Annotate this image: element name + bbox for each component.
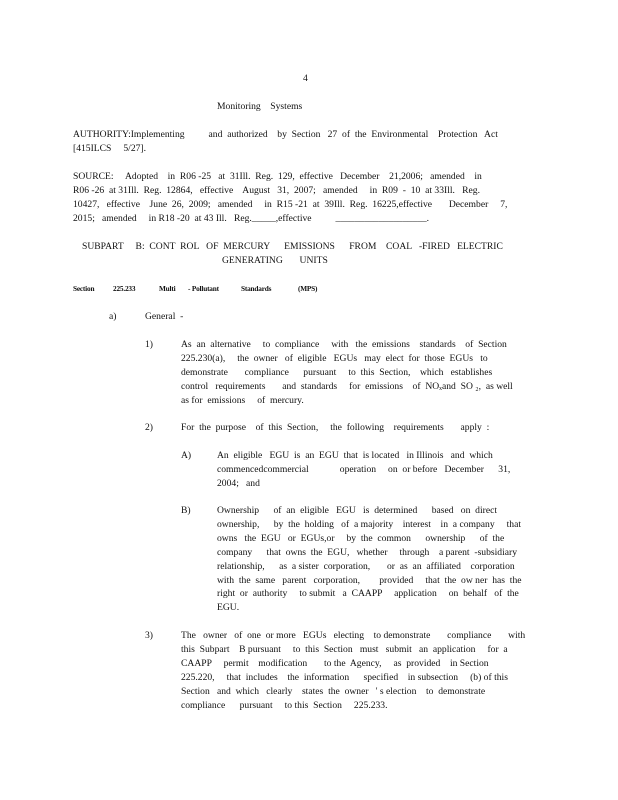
text-line: as for emissions of mercury. xyxy=(181,394,304,406)
section-heading xyxy=(73,284,373,296)
subpart-heading-line-2: GENERATING UNITS xyxy=(222,255,328,266)
source-line: SOURCE: Adopted in R06 -25 at 31Ill. Reg. 129, effective December 21,2006; amended in xyxy=(73,171,482,182)
text-line: Section and which clearly states the owner ' s election to demonstrate xyxy=(181,685,486,697)
page-title: Monitoring Systems xyxy=(217,101,303,112)
item-2-marker: 2) xyxy=(145,422,153,433)
text-line: owns the EGU or EGUs,or by the common ownership of the xyxy=(217,532,505,544)
text-line: relationship, as a sister corporation, or as an affiliated corporation xyxy=(217,560,515,572)
page-number: 4 xyxy=(303,73,308,84)
source-line: 10427, effective June 26, 2009; amended in R15 -21 at 39Ill. Reg. 16225,effective December 7, xyxy=(73,198,508,210)
item-3-marker: 3) xyxy=(145,630,153,641)
item-1-marker: 1) xyxy=(145,339,153,350)
subsection-a-title: General - xyxy=(145,311,184,322)
item-B-marker: B) xyxy=(181,505,191,516)
text-line: demonstrate compliance pursuant to this Section, which establishes xyxy=(181,366,493,378)
section-label: Section xyxy=(73,284,95,293)
text-line: As an alternative to compliance with the emissions standards of Section xyxy=(181,339,507,350)
text-line: this Subpart B pursuant to this Section must submit an application for a xyxy=(181,643,508,655)
item-B-text xyxy=(217,504,522,615)
item-A-text xyxy=(217,449,510,491)
text-line: The owner of one or more EGUs electing to demonstrate compliance with xyxy=(181,630,526,641)
source-line: R06 -26 at 31Ill. Reg. 12864, effective August 31, 2007; amended in R09 - 10 at 33Ill. Reg. xyxy=(73,184,480,196)
item-3-text xyxy=(181,629,525,712)
text-line: EGU. xyxy=(217,602,240,614)
text-line: 2004; and xyxy=(217,477,260,489)
text-line: commencedcommercial operation on or before December 31, xyxy=(217,463,511,475)
section-title-word: Standards xyxy=(241,284,272,293)
item-1-text xyxy=(181,338,513,408)
text-line: An eligible EGU is an EGU that is located in Illinois and which xyxy=(217,450,493,461)
text-line: 225.230(a), the owner of eligible EGUs may elect for those EGUs to xyxy=(181,352,488,364)
authority-line: [415ILCS 5/27]. xyxy=(73,142,147,154)
text-line: control requirements and standards for emissions of NOₓand SO ₂, as well xyxy=(181,380,513,392)
item-2-text xyxy=(181,421,489,435)
section-title-word: (MPS) xyxy=(298,284,318,293)
source-line: 2015; amended in R18 -20 at 43 Ill. Reg._____,effective ___________________. xyxy=(73,212,430,224)
text-line: compliance pursuant to this Section 225.233. xyxy=(181,699,388,711)
text-line: with the same parent corporation, provided that the ow ner has the xyxy=(217,574,522,586)
text-line: company that owns the EGU, whether through a parent -subsidiary xyxy=(217,546,518,558)
text-line: CAAPP permit modification to the Agency, as provided in Section xyxy=(181,657,489,669)
text-line: ownership, by the holding of a majority interest in a company that xyxy=(217,518,522,530)
authority-note xyxy=(73,128,498,156)
subpart-heading-line-1: SUBPART B: CONT ROL OF MERCURY EMISSIONS FROM COAL -FIRED ELECTRIC xyxy=(82,241,503,252)
authority-line: AUTHORITY:Implementing and authorized by Section 27 of the Environmental Protection Act xyxy=(73,129,498,140)
source-note xyxy=(73,170,507,226)
section-title-word: - Pollutant xyxy=(188,284,219,293)
section-number: 225.233 xyxy=(113,284,136,293)
section-title-word: Multi xyxy=(159,284,176,293)
text-line: Ownership of an eligible EGU is determined based on direct xyxy=(217,505,498,516)
text-line: 225.220, that includes the information specified in subsection (b) of this xyxy=(181,671,508,683)
item-A-marker: A) xyxy=(181,450,192,461)
text-line: right or authority to submit a CAAPP application on behalf of the xyxy=(217,588,519,600)
text-line: For the purpose of this Section, the following requirements apply : xyxy=(181,422,490,433)
subsection-a-marker: a) xyxy=(109,311,117,322)
